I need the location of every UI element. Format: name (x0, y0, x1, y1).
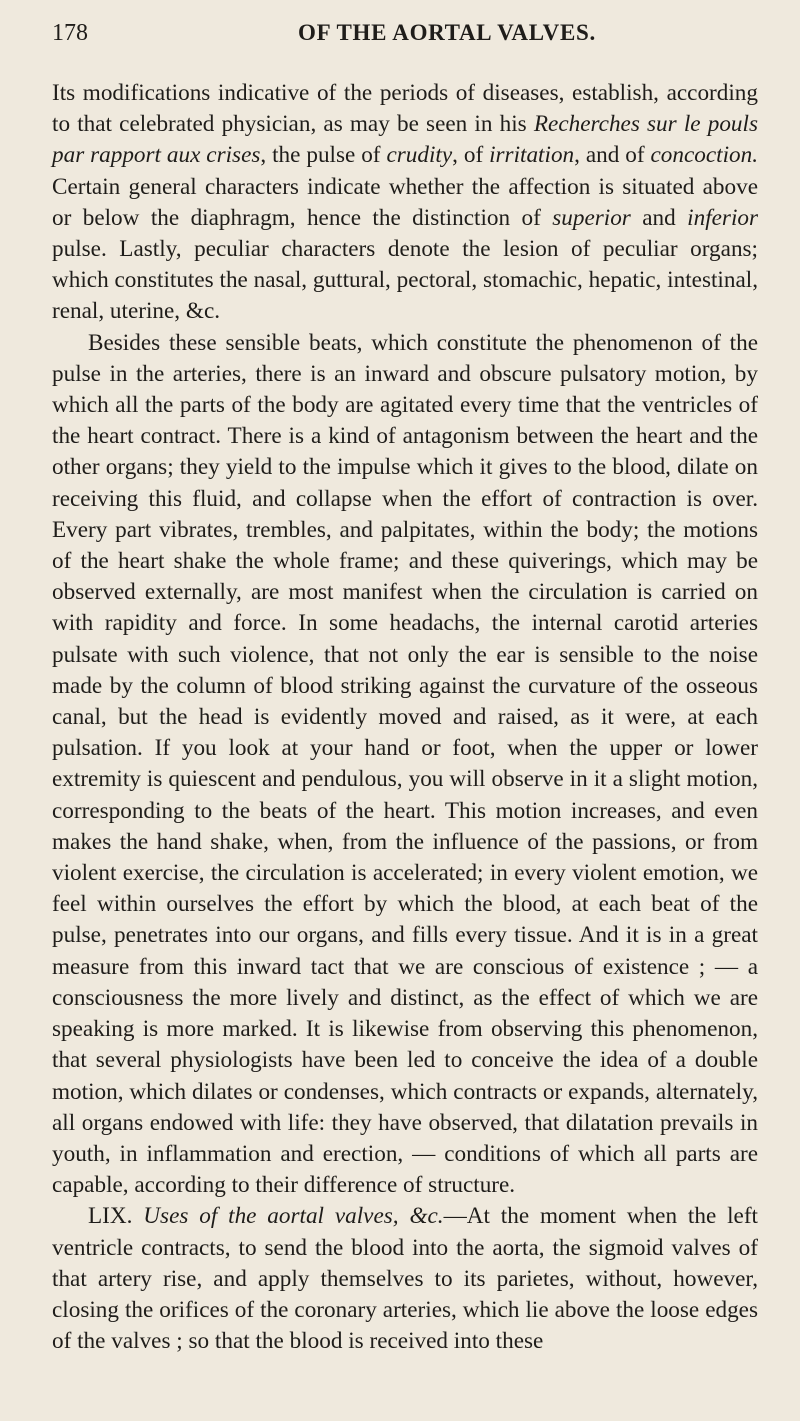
text-segment: irritation (489, 142, 575, 169)
section-heading: Uses of the aortal valves, &c. (143, 1203, 444, 1230)
text-segment: —At the moment when the left ventricle contracts, to send the blood into the aorta, the sigmoid valves of that artery rise, and apply themselves to its parietes, without, however, closing the orifices of the coronary arteries, which lie above the loose edges of the valves ; so that the blood is received into these (52, 1203, 758, 1355)
page-number: 178 (52, 20, 88, 46)
paragraph-2 (52, 328, 758, 1202)
text-segment: crudity (386, 142, 453, 169)
text-segment: inferior (687, 204, 759, 231)
text-segment: Its modifications indicative of the periods of diseases, establish, according to that celebrated physician, as may be seen in his (52, 80, 758, 138)
text-segment: superior (552, 204, 631, 231)
page-header (52, 20, 758, 62)
text-segment: , and of (574, 142, 651, 169)
text-segment: and (630, 204, 688, 231)
text-segment: Certain general characters indicate whether the affection is situated above or below the diaphragm, hence the distinction of (52, 173, 758, 231)
section-number: LIX. (88, 1203, 144, 1230)
text-segment: , the pulse of (260, 142, 387, 169)
body-text (52, 78, 758, 1357)
text-segment: , of (452, 142, 490, 169)
running-head: OF THE AORTAL VALVES. (298, 20, 596, 45)
text-segment: Recherches sur le pouls par rapport aux crises (52, 111, 758, 169)
text-segment: pulse. Lastly, peculiar characters denote the lesion of peculiar organs; which constitutes the nasal, guttural, pectoral, stomachic, hepatic, intestinal, renal, uterine, &c. (52, 236, 758, 325)
text-segment: concoction. (650, 142, 759, 169)
text-segment: Besides these sensible beats, which constitute the phenomenon of the pulse in the arteries, there is an inward and obscure pulsatory motion, by which all the parts of the body are agitated every time that the ventricles of the heart contract. There is a kind of antagonism between the heart and the other organs; they yield to the impulse which it gives to the blood, dilate on receiving this fluid, and collapse when the effort of contraction is over. Every part vibrates, trembles, and palpitates, within the body; the motions of the heart shake the whole frame; and these quiverings, which may be observed externally, are most manifest when the circulation is carried on with rapidity and force. In some headachs, the internal carotid arteries pulsate with such violence, that not only the ear is sensible to the noise made by the column of blood striking against the curvature of the osseous canal, but the head is evidently moved and raised, as it were, at each pulsation. If you look at your hand or foot, when the upper or lower extremity is quiescent and pendulous, you will observe in it a slight motion, corresponding to the beats of the heart. This motion increases, and even makes the hand shake, when, from the influence of the passions, or from violent exercise, the circulation is accelerated; in every violent emotion, we feel within ourselves the effort by which the blood, at each beat of the pulse, penetrates into our organs, and fills every tissue. And it is in a great measure from this inward tact that we are conscious of existence ; — a consciousness the more lively and distinct, as the effect of which we are speaking is more marked. It is likewise from observing this phenomenon, that several physiologists have been led to conceive the idea of a double motion, which dilates or condenses, which contracts or expands, alternately, all organs endowed with life: they have observed, that dilatation prevails in youth, in inflammation and erection, — conditions of which all parts are capable, according to their difference of structure. (52, 329, 758, 1199)
paragraph-3 (52, 1201, 758, 1357)
paragraph-1 (52, 78, 758, 328)
